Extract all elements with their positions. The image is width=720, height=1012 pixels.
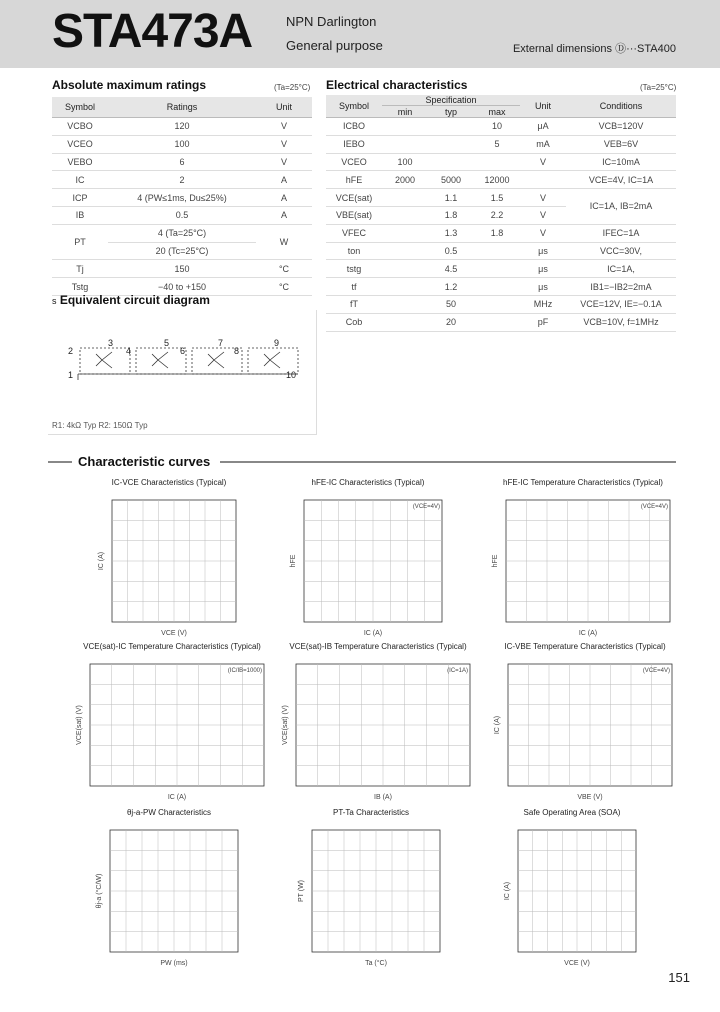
val: −40 to +150 xyxy=(108,278,256,296)
table-row xyxy=(326,260,676,278)
typ: 5000 xyxy=(428,171,474,189)
circuit-marker: s xyxy=(52,296,57,306)
chart-soa xyxy=(502,808,642,968)
sym: fT xyxy=(326,295,382,313)
chart-title: VCE(sat)-IB Temperature Characteristics (Typical) xyxy=(289,642,467,651)
unit: mA xyxy=(520,135,566,153)
unit: °C xyxy=(256,278,312,296)
table-row xyxy=(52,189,312,207)
x-axis-label: IB (A) xyxy=(374,794,392,801)
val: 2 xyxy=(108,171,256,189)
sym: ICBO xyxy=(326,118,382,136)
col-min: min xyxy=(382,106,428,118)
sym: Tj xyxy=(52,260,108,278)
max: 12000 xyxy=(474,171,520,189)
table-row xyxy=(326,295,676,313)
circuit-title-text: Equivalent circuit diagram xyxy=(59,293,210,307)
cond: VCB=10V, f=1MHz xyxy=(566,313,676,331)
chart-plot xyxy=(94,820,244,968)
pin-9: 9 xyxy=(274,338,280,348)
val: 6 xyxy=(108,153,256,171)
sym: ICP xyxy=(52,189,108,207)
typ: 1.3 xyxy=(428,224,474,242)
pin-6: 6 xyxy=(180,346,186,356)
sym: IEBO xyxy=(326,135,382,153)
max xyxy=(474,313,520,331)
min xyxy=(382,189,428,207)
max xyxy=(474,295,520,313)
chart-ic-vce xyxy=(96,478,242,638)
cond: VCB=120V xyxy=(566,118,676,136)
chart-vcesat-ib xyxy=(280,642,476,802)
unit: V xyxy=(256,135,312,153)
sym: hFE xyxy=(326,171,382,189)
table-row xyxy=(52,260,312,278)
max: 1.5 xyxy=(474,189,520,207)
chart-condition-note: (VCE=4V) xyxy=(640,504,668,510)
chart-title: Safe Operating Area (SOA) xyxy=(523,808,621,817)
elec-title: Electrical characteristics xyxy=(326,78,468,92)
circuit-title xyxy=(52,293,210,307)
cond: IC=1A, IB=2mA xyxy=(566,189,676,225)
chart-title: VCE(sat)-IC Temperature Characteristics (Typical) xyxy=(83,642,261,651)
x-axis-label: Ta (°C) xyxy=(365,960,387,967)
cond: VCC=30V, xyxy=(566,242,676,260)
y-axis-label: VCE(sat) (V) xyxy=(282,705,289,745)
table-row xyxy=(326,135,676,153)
typ: 1.2 xyxy=(428,278,474,296)
chart-condition-note: (IC/IB=1000) xyxy=(227,668,262,674)
table-row xyxy=(326,224,676,242)
sym: tf xyxy=(326,278,382,296)
cond: IFEC=1A xyxy=(566,224,676,242)
chart-plot xyxy=(492,654,678,802)
max: 5 xyxy=(474,135,520,153)
chart-title: hFE-IC Characteristics (Typical) xyxy=(311,478,425,487)
table-row xyxy=(52,135,312,153)
col-unit: Unit xyxy=(520,95,566,118)
col-symbol: Symbol xyxy=(326,95,382,118)
unit: °C xyxy=(256,260,312,278)
chart-title: IC-VCE Characteristics (Typical) xyxy=(111,478,227,487)
page-number: 151 xyxy=(668,970,690,985)
min xyxy=(382,135,428,153)
chart-pt-ta xyxy=(296,808,446,968)
min xyxy=(382,242,428,260)
part-number: STA473A xyxy=(52,5,253,58)
chart-plot xyxy=(288,490,448,638)
y-axis-label: θj-a (°C/W) xyxy=(96,873,103,909)
pin-4: 4 xyxy=(126,346,132,356)
x-axis-label: IC (A) xyxy=(578,630,598,637)
table-row xyxy=(52,153,312,171)
pin-7: 7 xyxy=(218,338,224,348)
sym: VCEO xyxy=(326,153,382,171)
sym: tstg xyxy=(326,260,382,278)
table-row xyxy=(326,171,676,189)
y-axis-label: IC (A) xyxy=(98,551,105,571)
y-axis-label: IC (A) xyxy=(504,881,511,901)
sym: Tstg xyxy=(52,278,108,296)
min xyxy=(382,295,428,313)
min xyxy=(382,224,428,242)
unit: MHz xyxy=(520,295,566,313)
cond: IC=10mA xyxy=(566,153,676,171)
chart-condition-note: (VCE=4V) xyxy=(412,504,440,510)
unit: V xyxy=(520,153,566,171)
cond: IC=1A, xyxy=(566,260,676,278)
val: 150 xyxy=(108,260,256,278)
table-row xyxy=(326,189,676,207)
sym: VEBO xyxy=(52,153,108,171)
unit: V xyxy=(256,153,312,171)
max xyxy=(474,278,520,296)
y-axis-label: PT (W) xyxy=(298,879,305,903)
unit: A xyxy=(256,171,312,189)
unit: pF xyxy=(520,313,566,331)
pin-3: 3 xyxy=(108,338,114,348)
max xyxy=(474,260,520,278)
typ: 1.8 xyxy=(428,206,474,224)
cond: VEB=6V xyxy=(566,135,676,153)
typ: 4.5 xyxy=(428,260,474,278)
sym: VCEO xyxy=(52,135,108,153)
circuit-note: R1: 4kΩ Typ R2: 150Ω Typ xyxy=(52,421,148,430)
title-rule-right xyxy=(220,461,676,463)
chart-plot xyxy=(280,654,476,802)
y-axis-label: IC (A) xyxy=(494,715,501,735)
typ: 50 xyxy=(428,295,474,313)
x-axis-label: VBE (V) xyxy=(577,794,603,801)
y-axis-label: VCE(sat) (V) xyxy=(76,705,83,745)
min xyxy=(382,278,428,296)
chart-title: IC-VBE Temperature Characteristics (Typical) xyxy=(504,642,666,651)
sym: IB xyxy=(52,206,108,224)
typ xyxy=(428,153,474,171)
unit: V xyxy=(520,206,566,224)
typ: 1.1 xyxy=(428,189,474,207)
x-axis-label: IC (A) xyxy=(363,630,383,637)
unit: A xyxy=(256,206,312,224)
unit: V xyxy=(256,118,312,136)
unit: V xyxy=(520,224,566,242)
title-rule-left xyxy=(48,461,72,463)
pin-5: 5 xyxy=(164,338,170,348)
pin-2: 2 xyxy=(68,346,74,356)
val: 4 (PW≤1ms, Du≤25%) xyxy=(108,189,256,207)
col-typ: typ xyxy=(428,106,474,118)
table-row xyxy=(326,118,676,136)
min xyxy=(382,118,428,136)
col-symbol: Symbol xyxy=(52,97,108,118)
sym: IC xyxy=(52,171,108,189)
chart-hfe-ic xyxy=(288,478,448,638)
pin-1: 1 xyxy=(68,370,74,380)
sym: VFEC xyxy=(326,224,382,242)
unit: μA xyxy=(520,118,566,136)
sym: VCE(sat) xyxy=(326,189,382,207)
min: 100 xyxy=(382,153,428,171)
chart-vcesat-ic xyxy=(74,642,270,802)
col-max: max xyxy=(474,106,520,118)
chart-title: hFE-IC Temperature Characteristics (Typical) xyxy=(503,478,663,487)
min: 2000 xyxy=(382,171,428,189)
chart-plot xyxy=(490,490,676,638)
val: 100 xyxy=(108,135,256,153)
pin-8: 8 xyxy=(234,346,240,356)
col-specification: Specification xyxy=(382,95,520,106)
y-axis-label: hFE xyxy=(492,554,499,568)
chart-plot xyxy=(74,654,270,802)
table-row xyxy=(326,313,676,331)
sym: VCBO xyxy=(52,118,108,136)
val: 120 xyxy=(108,118,256,136)
unit: μs xyxy=(520,278,566,296)
typ xyxy=(428,135,474,153)
unit: A xyxy=(256,189,312,207)
typ: 0.5 xyxy=(428,242,474,260)
x-axis-label: IC (A) xyxy=(167,794,187,801)
unit xyxy=(520,171,566,189)
chart-plot xyxy=(296,820,446,968)
circuit-diagram xyxy=(48,310,317,435)
cond: VCE=4V, IC=1A xyxy=(566,171,676,189)
max xyxy=(474,242,520,260)
val: 4 (Ta=25°C) xyxy=(108,224,256,242)
table-row xyxy=(326,242,676,260)
min xyxy=(382,313,428,331)
y-axis-label: hFE xyxy=(290,554,297,568)
x-axis-label: PW (ms) xyxy=(160,960,188,967)
table-row xyxy=(52,118,312,136)
unit: μs xyxy=(520,260,566,278)
sym: PT xyxy=(52,224,108,260)
curves-title-bar xyxy=(48,454,676,470)
sym: ton xyxy=(326,242,382,260)
max: 1.8 xyxy=(474,224,520,242)
col-ratings: Ratings xyxy=(108,97,256,118)
cond: VCE=12V, IE=−0.1A xyxy=(566,295,676,313)
chart-theta-pw xyxy=(94,808,244,968)
elec-table xyxy=(326,95,676,332)
typ xyxy=(428,118,474,136)
chart-ic-vbe xyxy=(492,642,678,802)
abs-max-condition: (Ta=25°C) xyxy=(274,83,311,92)
abs-max-table xyxy=(52,97,312,296)
chart-plot xyxy=(96,490,242,638)
x-axis-label: VCE (V) xyxy=(564,960,590,967)
table-row xyxy=(52,171,312,189)
val: 0.5 xyxy=(108,206,256,224)
chart-condition-note: (IC=1A) xyxy=(447,668,468,674)
typ: 20 xyxy=(428,313,474,331)
max: 10 xyxy=(474,118,520,136)
sym: VBE(sat) xyxy=(326,206,382,224)
sym: Cob xyxy=(326,313,382,331)
unit: W xyxy=(256,224,312,260)
min xyxy=(382,206,428,224)
unit: μs xyxy=(520,242,566,260)
x-axis-label: VCE (V) xyxy=(161,630,187,637)
device-type: NPN Darlington xyxy=(286,14,377,29)
pin-10: 10 xyxy=(286,370,297,380)
elec-condition: (Ta=25°C) xyxy=(640,83,677,92)
chart-hfe-ic-temp xyxy=(490,478,676,638)
cond: IB1=−IB2=2mA xyxy=(566,278,676,296)
chart-title: PT-Ta Characteristics xyxy=(332,808,410,817)
val: 20 (Tc=25°C) xyxy=(108,242,256,260)
col-unit: Unit xyxy=(256,97,312,118)
chart-title: θj-a-PW Characteristics xyxy=(126,808,211,817)
device-purpose: General purpose xyxy=(286,38,383,53)
table-row xyxy=(52,206,312,224)
unit: V xyxy=(520,189,566,207)
max: 2.2 xyxy=(474,206,520,224)
chart-plot xyxy=(502,820,642,968)
external-dimensions: External dimensions Ⓓ···STA400 xyxy=(512,43,676,55)
curves-title: Characteristic curves xyxy=(78,454,211,469)
abs-max-title: Absolute maximum ratings xyxy=(52,78,207,92)
circuit-drawing xyxy=(48,310,316,434)
col-conditions: Conditions xyxy=(566,95,676,118)
max xyxy=(474,153,520,171)
min xyxy=(382,260,428,278)
table-row xyxy=(326,153,676,171)
table-row xyxy=(326,278,676,296)
chart-condition-note: (VCE=4V) xyxy=(642,668,670,674)
table-row xyxy=(52,224,312,242)
